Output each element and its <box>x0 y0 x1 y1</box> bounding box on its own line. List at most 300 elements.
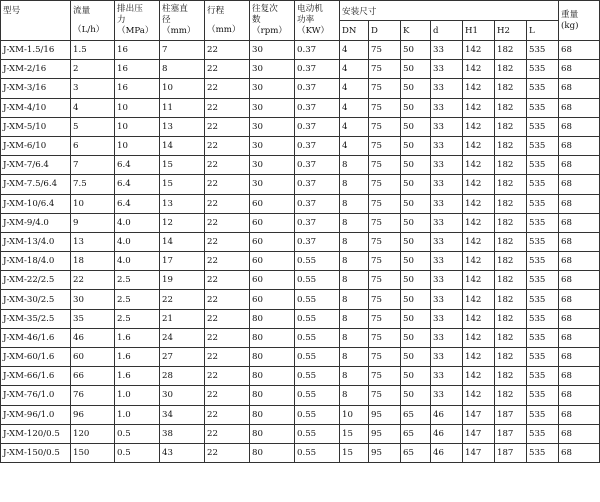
value-cell: 75 <box>369 232 401 251</box>
value-cell: 33 <box>431 98 463 117</box>
value-cell: 1.5 <box>71 41 115 60</box>
value-cell: 142 <box>463 367 495 386</box>
value-cell: 535 <box>527 424 559 443</box>
value-cell: 21 <box>160 309 205 328</box>
value-cell: 60 <box>250 194 295 213</box>
value-cell: 80 <box>250 348 295 367</box>
value-cell: 33 <box>431 328 463 347</box>
value-cell: 0.55 <box>295 348 340 367</box>
value-cell: 6.4 <box>115 194 160 213</box>
value-cell: 68 <box>559 98 600 117</box>
value-cell: 535 <box>527 405 559 424</box>
value-cell: 535 <box>527 386 559 405</box>
value-cell: 50 <box>401 117 431 136</box>
value-cell: 33 <box>431 194 463 213</box>
model-cell: J-XM-22/2.5 <box>1 271 71 290</box>
value-cell: 50 <box>401 136 431 155</box>
value-cell: 182 <box>495 98 527 117</box>
value-cell: 33 <box>431 41 463 60</box>
subheader-k: K <box>401 21 431 41</box>
value-cell: 75 <box>369 60 401 79</box>
subheader-l: L <box>527 21 559 41</box>
header-row <box>1 1 600 21</box>
value-cell: 75 <box>369 252 401 271</box>
value-cell: 75 <box>369 309 401 328</box>
value-cell: 142 <box>463 117 495 136</box>
value-cell: 50 <box>401 156 431 175</box>
value-cell: 50 <box>401 98 431 117</box>
value-cell: 75 <box>369 271 401 290</box>
value-cell: 19 <box>160 271 205 290</box>
value-cell: 4.0 <box>115 232 160 251</box>
value-cell: 50 <box>401 271 431 290</box>
value-cell: 147 <box>463 443 495 462</box>
value-cell: 1.6 <box>115 367 160 386</box>
value-cell: 7.5 <box>71 175 115 194</box>
value-cell: 142 <box>463 252 495 271</box>
value-cell: 0.5 <box>115 443 160 462</box>
header-stroke: 行程 （mm） <box>205 1 250 41</box>
value-cell: 4 <box>71 98 115 117</box>
value-cell: 182 <box>495 41 527 60</box>
value-cell: 75 <box>369 290 401 309</box>
value-cell: 535 <box>527 290 559 309</box>
value-cell: 535 <box>527 136 559 155</box>
value-cell: 142 <box>463 156 495 175</box>
value-cell: 5 <box>71 117 115 136</box>
subheader-d-inner: d <box>431 21 463 41</box>
value-cell: 33 <box>431 232 463 251</box>
value-cell: 535 <box>527 348 559 367</box>
value-cell: 22 <box>205 405 250 424</box>
value-cell: 4 <box>340 79 369 98</box>
value-cell: 142 <box>463 136 495 155</box>
value-cell: 535 <box>527 443 559 462</box>
value-cell: 75 <box>369 386 401 405</box>
value-cell: 142 <box>463 271 495 290</box>
value-cell: 50 <box>401 367 431 386</box>
value-cell: 8 <box>340 213 369 232</box>
value-cell: 142 <box>463 309 495 328</box>
value-cell: 65 <box>401 424 431 443</box>
value-cell: 75 <box>369 213 401 232</box>
value-cell: 2.5 <box>115 271 160 290</box>
value-cell: 68 <box>559 194 600 213</box>
value-cell: 16 <box>115 60 160 79</box>
value-cell: 68 <box>559 309 600 328</box>
value-cell: 10 <box>340 405 369 424</box>
model-cell: J-XM-7.5/6.4 <box>1 175 71 194</box>
value-cell: 14 <box>160 136 205 155</box>
value-cell: 68 <box>559 348 600 367</box>
value-cell: 0.37 <box>295 232 340 251</box>
value-cell: 22 <box>205 136 250 155</box>
value-cell: 0.37 <box>295 213 340 232</box>
value-cell: 68 <box>559 41 600 60</box>
value-cell: 2.5 <box>115 309 160 328</box>
value-cell: 182 <box>495 386 527 405</box>
value-cell: 80 <box>250 405 295 424</box>
value-cell: 30 <box>250 60 295 79</box>
value-cell: 75 <box>369 328 401 347</box>
value-cell: 68 <box>559 117 600 136</box>
value-cell: 50 <box>401 386 431 405</box>
value-cell: 68 <box>559 290 600 309</box>
table-row <box>1 348 600 367</box>
value-cell: 0.55 <box>295 252 340 271</box>
value-cell: 33 <box>431 367 463 386</box>
value-cell: 142 <box>463 348 495 367</box>
table-row <box>1 405 600 424</box>
value-cell: 46 <box>71 328 115 347</box>
value-cell: 3 <box>71 79 115 98</box>
value-cell: 68 <box>559 60 600 79</box>
value-cell: 22 <box>205 117 250 136</box>
value-cell: 535 <box>527 309 559 328</box>
value-cell: 7 <box>71 156 115 175</box>
value-cell: 22 <box>205 98 250 117</box>
value-cell: 0.37 <box>295 136 340 155</box>
value-cell: 0.55 <box>295 290 340 309</box>
value-cell: 142 <box>463 60 495 79</box>
value-cell: 60 <box>250 213 295 232</box>
value-cell: 182 <box>495 175 527 194</box>
table-row <box>1 367 600 386</box>
value-cell: 535 <box>527 367 559 386</box>
value-cell: 120 <box>71 424 115 443</box>
value-cell: 187 <box>495 405 527 424</box>
value-cell: 80 <box>250 386 295 405</box>
value-cell: 10 <box>71 194 115 213</box>
header-model: 型号 <box>1 1 71 41</box>
value-cell: 16 <box>115 79 160 98</box>
value-cell: 10 <box>115 136 160 155</box>
value-cell: 68 <box>559 232 600 251</box>
subheader-h2: H2 <box>495 21 527 41</box>
value-cell: 0.37 <box>295 79 340 98</box>
value-cell: 80 <box>250 443 295 462</box>
value-cell: 535 <box>527 79 559 98</box>
table-row <box>1 117 600 136</box>
value-cell: 187 <box>495 443 527 462</box>
table-row <box>1 443 600 462</box>
value-cell: 13 <box>160 194 205 213</box>
value-cell: 182 <box>495 60 527 79</box>
value-cell: 22 <box>205 443 250 462</box>
value-cell: 142 <box>463 175 495 194</box>
table-row <box>1 232 600 251</box>
value-cell: 33 <box>431 290 463 309</box>
value-cell: 4 <box>340 98 369 117</box>
header-pressure: 排出压 力 （MPa） <box>115 1 160 41</box>
value-cell: 6.4 <box>115 175 160 194</box>
value-cell: 8 <box>340 271 369 290</box>
value-cell: 46 <box>431 405 463 424</box>
value-cell: 535 <box>527 213 559 232</box>
value-cell: 33 <box>431 348 463 367</box>
header-motor-power: 电动机 功率 （KW） <box>295 1 340 41</box>
value-cell: 182 <box>495 232 527 251</box>
subheader-d-outer: D <box>369 21 401 41</box>
value-cell: 22 <box>205 309 250 328</box>
value-cell: 75 <box>369 98 401 117</box>
model-cell: J-XM-4/10 <box>1 98 71 117</box>
value-cell: 33 <box>431 60 463 79</box>
value-cell: 80 <box>250 367 295 386</box>
value-cell: 60 <box>250 252 295 271</box>
value-cell: 11 <box>160 98 205 117</box>
value-cell: 0.55 <box>295 309 340 328</box>
value-cell: 75 <box>369 156 401 175</box>
model-cell: J-XM-66/1.6 <box>1 367 71 386</box>
value-cell: 30 <box>250 117 295 136</box>
value-cell: 22 <box>205 232 250 251</box>
value-cell: 142 <box>463 41 495 60</box>
value-cell: 68 <box>559 405 600 424</box>
value-cell: 0.55 <box>295 386 340 405</box>
value-cell: 22 <box>205 41 250 60</box>
value-cell: 75 <box>369 194 401 213</box>
value-cell: 60 <box>71 348 115 367</box>
value-cell: 76 <box>71 386 115 405</box>
value-cell: 33 <box>431 271 463 290</box>
table-row <box>1 213 600 232</box>
value-cell: 142 <box>463 386 495 405</box>
value-cell: 33 <box>431 386 463 405</box>
value-cell: 22 <box>71 271 115 290</box>
value-cell: 17 <box>160 252 205 271</box>
table-row <box>1 194 600 213</box>
value-cell: 142 <box>463 290 495 309</box>
value-cell: 30 <box>250 156 295 175</box>
value-cell: 535 <box>527 232 559 251</box>
value-cell: 30 <box>250 79 295 98</box>
value-cell: 96 <box>71 405 115 424</box>
value-cell: 12 <box>160 213 205 232</box>
value-cell: 60 <box>250 290 295 309</box>
value-cell: 2 <box>71 60 115 79</box>
table-row <box>1 41 600 60</box>
value-cell: 182 <box>495 367 527 386</box>
table-row <box>1 98 600 117</box>
value-cell: 0.5 <box>115 424 160 443</box>
value-cell: 182 <box>495 252 527 271</box>
model-cell: J-XM-13/4.0 <box>1 232 71 251</box>
value-cell: 68 <box>559 79 600 98</box>
value-cell: 75 <box>369 348 401 367</box>
value-cell: 1.6 <box>115 328 160 347</box>
value-cell: 50 <box>401 290 431 309</box>
model-cell: J-XM-96/1.0 <box>1 405 71 424</box>
value-cell: 65 <box>401 443 431 462</box>
value-cell: 22 <box>205 367 250 386</box>
value-cell: 535 <box>527 252 559 271</box>
value-cell: 14 <box>160 232 205 251</box>
table-row <box>1 252 600 271</box>
value-cell: 182 <box>495 156 527 175</box>
model-cell: J-XM-150/0.5 <box>1 443 71 462</box>
value-cell: 33 <box>431 117 463 136</box>
value-cell: 50 <box>401 60 431 79</box>
value-cell: 10 <box>115 117 160 136</box>
value-cell: 4 <box>340 41 369 60</box>
value-cell: 150 <box>71 443 115 462</box>
subheader-h1: H1 <box>463 21 495 41</box>
value-cell: 68 <box>559 328 600 347</box>
value-cell: 75 <box>369 41 401 60</box>
value-cell: 27 <box>160 348 205 367</box>
value-cell: 75 <box>369 175 401 194</box>
header-install-dimensions: 安装尺寸 <box>340 1 559 21</box>
value-cell: 60 <box>250 232 295 251</box>
value-cell: 8 <box>340 348 369 367</box>
value-cell: 34 <box>160 405 205 424</box>
table-row <box>1 271 600 290</box>
value-cell: 30 <box>250 136 295 155</box>
value-cell: 95 <box>369 405 401 424</box>
value-cell: 33 <box>431 252 463 271</box>
value-cell: 75 <box>369 136 401 155</box>
value-cell: 22 <box>205 424 250 443</box>
model-cell: J-XM-76/1.0 <box>1 386 71 405</box>
value-cell: 8 <box>340 309 369 328</box>
model-cell: J-XM-2/16 <box>1 60 71 79</box>
value-cell: 38 <box>160 424 205 443</box>
value-cell: 33 <box>431 79 463 98</box>
value-cell: 15 <box>340 424 369 443</box>
value-cell: 0.37 <box>295 41 340 60</box>
value-cell: 22 <box>205 194 250 213</box>
value-cell: 10 <box>160 79 205 98</box>
value-cell: 22 <box>205 252 250 271</box>
value-cell: 75 <box>369 79 401 98</box>
value-cell: 0.55 <box>295 405 340 424</box>
value-cell: 6.4 <box>115 156 160 175</box>
value-cell: 46 <box>431 424 463 443</box>
value-cell: 4.0 <box>115 213 160 232</box>
value-cell: 43 <box>160 443 205 462</box>
value-cell: 4 <box>340 136 369 155</box>
value-cell: 9 <box>71 213 115 232</box>
value-cell: 22 <box>205 156 250 175</box>
value-cell: 33 <box>431 156 463 175</box>
value-cell: 22 <box>205 328 250 347</box>
value-cell: 8 <box>340 232 369 251</box>
value-cell: 535 <box>527 98 559 117</box>
value-cell: 18 <box>71 252 115 271</box>
value-cell: 35 <box>71 309 115 328</box>
value-cell: 182 <box>495 290 527 309</box>
value-cell: 22 <box>205 348 250 367</box>
value-cell: 182 <box>495 136 527 155</box>
value-cell: 8 <box>340 252 369 271</box>
value-cell: 22 <box>205 60 250 79</box>
value-cell: 8 <box>340 367 369 386</box>
value-cell: 28 <box>160 367 205 386</box>
value-cell: 4.0 <box>115 252 160 271</box>
value-cell: 24 <box>160 328 205 347</box>
value-cell: 535 <box>527 156 559 175</box>
value-cell: 0.37 <box>295 156 340 175</box>
value-cell: 0.55 <box>295 443 340 462</box>
value-cell: 8 <box>160 60 205 79</box>
value-cell: 95 <box>369 443 401 462</box>
value-cell: 68 <box>559 424 600 443</box>
value-cell: 182 <box>495 309 527 328</box>
value-cell: 68 <box>559 443 600 462</box>
value-cell: 80 <box>250 328 295 347</box>
model-cell: J-XM-1.5/16 <box>1 41 71 60</box>
model-cell: J-XM-9/4.0 <box>1 213 71 232</box>
header-weight: 重量 (kg) <box>559 1 600 41</box>
table-row <box>1 386 600 405</box>
model-cell: J-XM-5/10 <box>1 117 71 136</box>
value-cell: 22 <box>205 271 250 290</box>
value-cell: 15 <box>160 156 205 175</box>
value-cell: 10 <box>115 98 160 117</box>
value-cell: 75 <box>369 367 401 386</box>
value-cell: 22 <box>205 213 250 232</box>
value-cell: 50 <box>401 194 431 213</box>
value-cell: 75 <box>369 117 401 136</box>
value-cell: 0.55 <box>295 271 340 290</box>
value-cell: 50 <box>401 328 431 347</box>
value-cell: 182 <box>495 213 527 232</box>
model-cell: J-XM-10/6.4 <box>1 194 71 213</box>
value-cell: 16 <box>115 41 160 60</box>
value-cell: 142 <box>463 213 495 232</box>
value-cell: 182 <box>495 271 527 290</box>
subheader-dn: DN <box>340 21 369 41</box>
value-cell: 142 <box>463 194 495 213</box>
value-cell: 182 <box>495 79 527 98</box>
value-cell: 182 <box>495 194 527 213</box>
value-cell: 30 <box>71 290 115 309</box>
value-cell: 142 <box>463 328 495 347</box>
value-cell: 0.37 <box>295 117 340 136</box>
value-cell: 182 <box>495 348 527 367</box>
table-row <box>1 156 600 175</box>
value-cell: 535 <box>527 41 559 60</box>
value-cell: 65 <box>401 405 431 424</box>
value-cell: 2.5 <box>115 290 160 309</box>
value-cell: 147 <box>463 405 495 424</box>
value-cell: 535 <box>527 60 559 79</box>
value-cell: 535 <box>527 175 559 194</box>
model-cell: J-XM-6/10 <box>1 136 71 155</box>
value-cell: 8 <box>340 290 369 309</box>
value-cell: 0.37 <box>295 98 340 117</box>
value-cell: 1.0 <box>115 405 160 424</box>
value-cell: 15 <box>160 175 205 194</box>
model-cell: J-XM-3/16 <box>1 79 71 98</box>
value-cell: 33 <box>431 309 463 328</box>
value-cell: 50 <box>401 213 431 232</box>
value-cell: 1.0 <box>115 386 160 405</box>
value-cell: 33 <box>431 136 463 155</box>
value-cell: 46 <box>431 443 463 462</box>
value-cell: 535 <box>527 117 559 136</box>
header-frequency: 往复次 数 （rpm） <box>250 1 295 41</box>
value-cell: 7 <box>160 41 205 60</box>
value-cell: 80 <box>250 309 295 328</box>
model-cell: J-XM-46/1.6 <box>1 328 71 347</box>
value-cell: 22 <box>160 290 205 309</box>
table-row <box>1 424 600 443</box>
value-cell: 50 <box>401 348 431 367</box>
value-cell: 4 <box>340 60 369 79</box>
table-row <box>1 309 600 328</box>
